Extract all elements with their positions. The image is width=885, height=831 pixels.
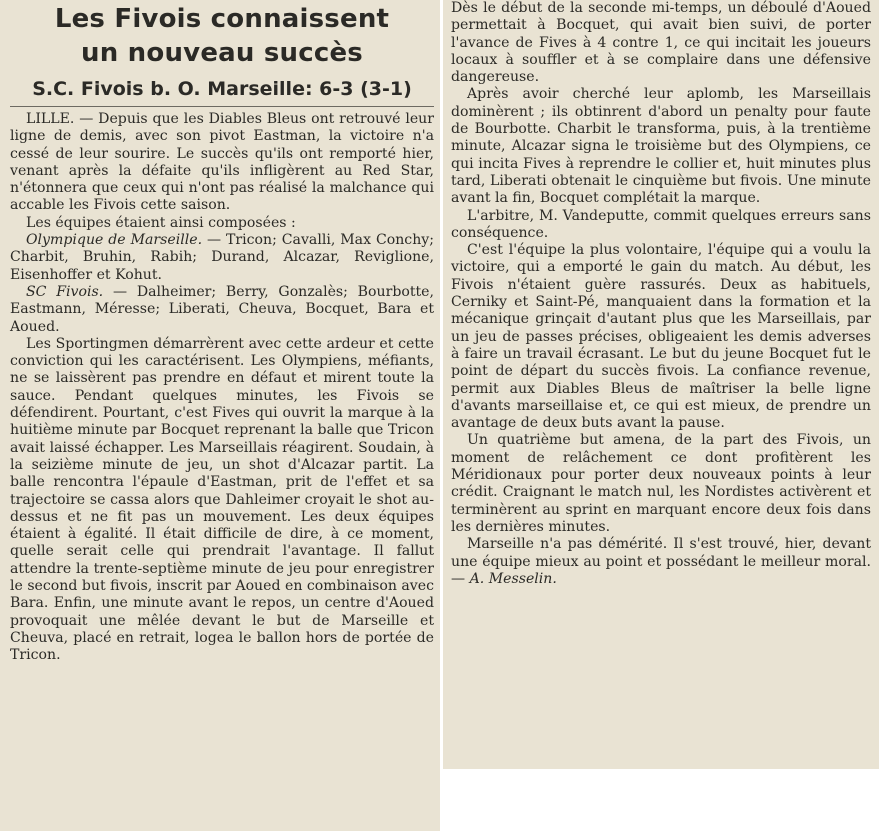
players-fives: — Dalheimer; Berry, Gonzalès; Bourbotte, Eastmann, Méresse; Liberati, Cheuva, Bocquet, Bara et Aoued. (10, 283, 434, 335)
second-half-paragraph: Dès le début de la seconde mi-temps, un déboulé d'Aoued permettait à Bocquet, qui avait bien suivi, de porter l'avance de Fives à 4 contre 1, ce qui incitait les joueurs locaux à souffler et à se complaire dans une défensive dangereuse. (451, 0, 871, 86)
lineup-fives (10, 284, 434, 336)
team-name-marseille: Olympique de Marseille. (26, 232, 203, 249)
lineup-marseille (10, 232, 434, 284)
headline-line-2: un nouveau succès (81, 38, 363, 68)
author-byline: A. Messelin. (469, 570, 557, 587)
closing-paragraph (451, 536, 871, 588)
team-name-fives: SC Fivois. (26, 283, 104, 300)
fourth-goal-paragraph: Un quatrième but amena, de la part des Fivois, un moment de relâchement ce dont profitèrent les Méridionaux pour porter deux nouveaux points à leur crédit. Craignant le match nul, les Nordistes activèrent et terminèrent au sprint en marquant encore deux fois dans les dernières minutes. (451, 432, 871, 535)
divider (10, 106, 434, 107)
referee-paragraph: L'arbitre, M. Vandeputte, commit quelques erreurs sans conséquence. (451, 207, 871, 241)
headline (10, 2, 434, 70)
intro-paragraph: LILLE. — Depuis que les Diables Bleus ont retrouvé leur ligne de demis, avec son pivot Eastman, la victoire n'a cessé de leur sourire. Le succès qu'ils ont remporté hier, venant après la défaite qu'ils infligèrent au Red Star, n'étonnera que ceux qui n'ont pas réalisé la malchance qui accable les Fivois cette saison. (10, 111, 434, 214)
score-line: S.C. Fivois b. O. Marseille: 6-3 (3-1) (32, 78, 412, 100)
marseille-comeback-paragraph: Après avoir cherché leur aplomb, les Marseillais dominèrent ; ils obtinrent d'abord un penalty pour faute de Bourbotte. Charbit le transforma, puis, à la trentième minute, Alcazar signa le troisième but des Olympiens, ce qui incita Fives à reprendre le collier et, huit minutes plus tard, Liberati obtenait le cinquième but fivois. Une minute avant la fin, Bocquet complétait la marque. (451, 86, 871, 207)
closing-text: Marseille n'a pas démérité. Il s'est trouvé, hier, devant une équipe mieux au point et possédant le meilleur moral. — (451, 536, 871, 587)
article-column-right (443, 0, 879, 769)
article-column-left (0, 0, 440, 831)
headline-line-1: Les Fivois connaissent (54, 4, 390, 34)
first-half-paragraph: Les Sportingmen démarrèrent avec cette ardeur et cette conviction qui les caractérisent. Les Olympiens, méfiants, ne se laissèrent pas prendre en défaut et mirent toute la sauce. Pendant quelques minutes, les Fivois se défendirent. Pourtant, c'est Fives qui ouvrit la marque à la huitième minute par Bocquet reprenant la balle que Tricon avait laissé échapper. Les Marseillais réagirent. Soudain, à la seizième minute de jeu, un shot d'Alcazar partit. La balle rencontra l'épaule d'Eastman, prit de l'effet et sa trajectoire se cassa alors que Dahleimer croyait le shot au-dessus et ne fit pas un mouvement. Les deux équipes étaient à égalité. Il était difficile de dire, à ce moment, quelle serait celle qui prendrait l'avantage. Il fallut attendre la trente-septième minute de jeu pour enregistrer le second but fivois, inscrit par Aoued en combinaison avec Bara. Enfin, une minute avant le repos, un centre d'Aoued provoquait une mêlée devant le but de Marseille et Cheuva, placé en retrait, logea le ballon hors de portée de Tricon. (10, 335, 435, 664)
analysis-paragraph: C'est l'équipe la plus volontaire, l'équipe qui a voulu la victoire, qui a emporté le gain du match. Au début, les Fivois n'étaient guère rassurés. Deux as habituels, Cerniky et Saint-Pé, manquaient dans la formation et la mécanique grinçait d'autant plus que les Marseillais, par un jeu de passes précises, obligeaient les demis adverses à faire un travail écrasant. Le but du jeune Bocquet fut le point de départ du succès fivois. La confiance revenue, permit aux Diables Bleus de maîtriser la belle ligne d'avants marseillaise et, ce qui est mieux, de prendre un avantage de deux buts avant la pause. (451, 242, 871, 432)
lineup-intro: Les équipes étaient ainsi composées : (26, 214, 296, 231)
players-marseille: — Tricon; Cavalli, Max Conchy; Charbit, Bruhin, Rabih; Durand, Alcazar, Reviglione, Eisenhoffer et Kohut. (10, 232, 434, 283)
